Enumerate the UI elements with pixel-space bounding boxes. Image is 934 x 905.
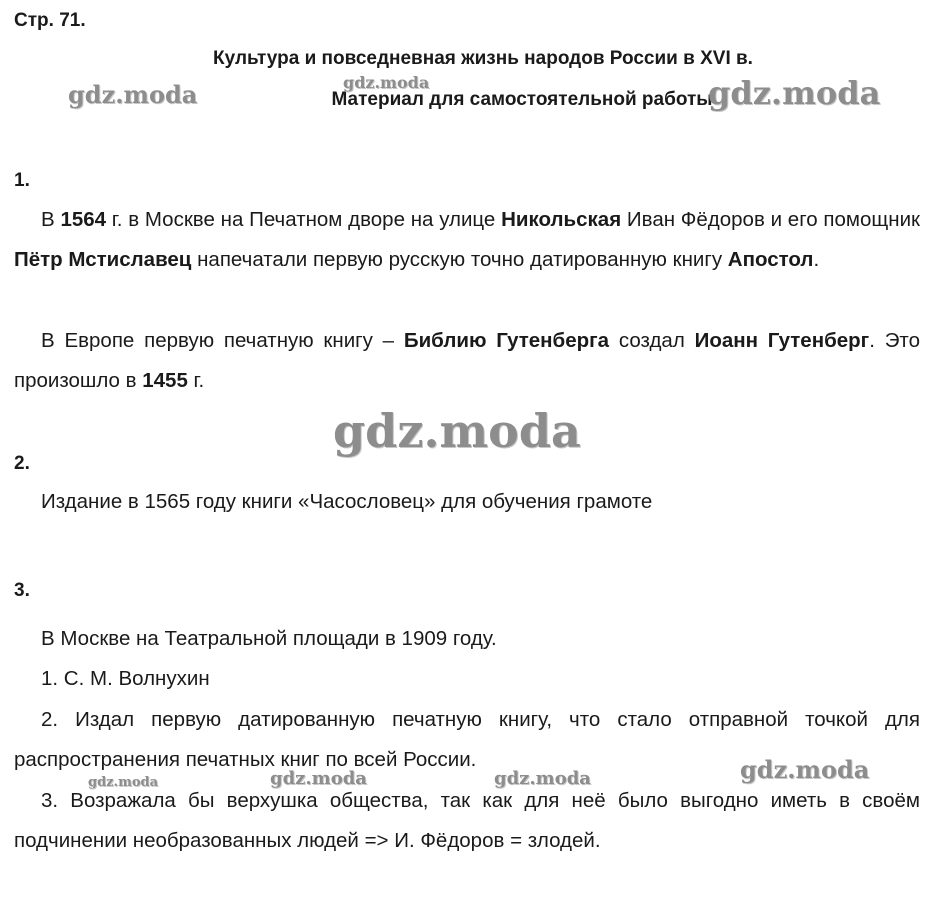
gutenberg-bible: Библию Гутенберга <box>403 329 610 352</box>
year-1455: 1455 <box>142 369 188 392</box>
watermark: gdz.moda <box>88 775 159 790</box>
watermark: gdz.moda <box>343 73 430 92</box>
document-subtitle: Материал для самостоятельной работы <box>331 89 713 110</box>
book-title: Апостол <box>727 248 814 271</box>
section-3-item-2: 2. Издал первую датированную печатную книгу, что стало отправной точкой для распространения печатных книг по всей России. <box>14 708 920 771</box>
section-3-item-1: 1. С. М. Волнухин <box>41 667 210 690</box>
page-number: Стр. 71. <box>14 10 86 31</box>
section-2-number: 2. <box>14 453 30 474</box>
section-3-item-3: 3. Возражала бы верхушка общества, так как для неё было выгодно иметь в своём подчинении необразованных людей => И. Фёдоров = злодей. <box>14 789 920 852</box>
section-3-intro: В Москве на Театральной площади в 1909 году. <box>41 627 497 650</box>
section-3-number: 3. <box>14 580 30 601</box>
watermark: gdz.moda <box>270 768 367 789</box>
gutenberg-name: Иоанн Гутенберг <box>694 329 870 352</box>
assistant-name: Пётр Мстиславец <box>14 248 192 271</box>
section-1-number: 1. <box>14 170 30 191</box>
street-name: Никольская <box>501 208 622 231</box>
watermark: gdz.moda <box>68 80 198 109</box>
watermark: gdz.moda <box>708 74 881 112</box>
watermark: gdz.moda <box>494 768 591 789</box>
year-1564: 1564 <box>60 208 107 231</box>
section-1-paragraph-1: В 1564 г. в Москве на Печатном дворе на улице Никольская Иван Фёдоров и его помощник Пётр Мстиславец напечатали первую русскую точно датированную книгу Апостол. <box>14 208 921 271</box>
section-2-answer: Издание в 1565 году книги «Часословец» для обучения грамоте <box>41 490 653 513</box>
section-1-paragraph-2: В Европе первую печатную книгу – Библию Гутенберга создал Иоанн Гутенберг. Это произошло в 1455 г. <box>14 329 920 392</box>
watermark: gdz.moda <box>740 755 870 784</box>
document-title: Культура и повседневная жизнь народов России в XVI в. <box>213 48 753 69</box>
watermark: gdz.moda <box>333 404 581 458</box>
